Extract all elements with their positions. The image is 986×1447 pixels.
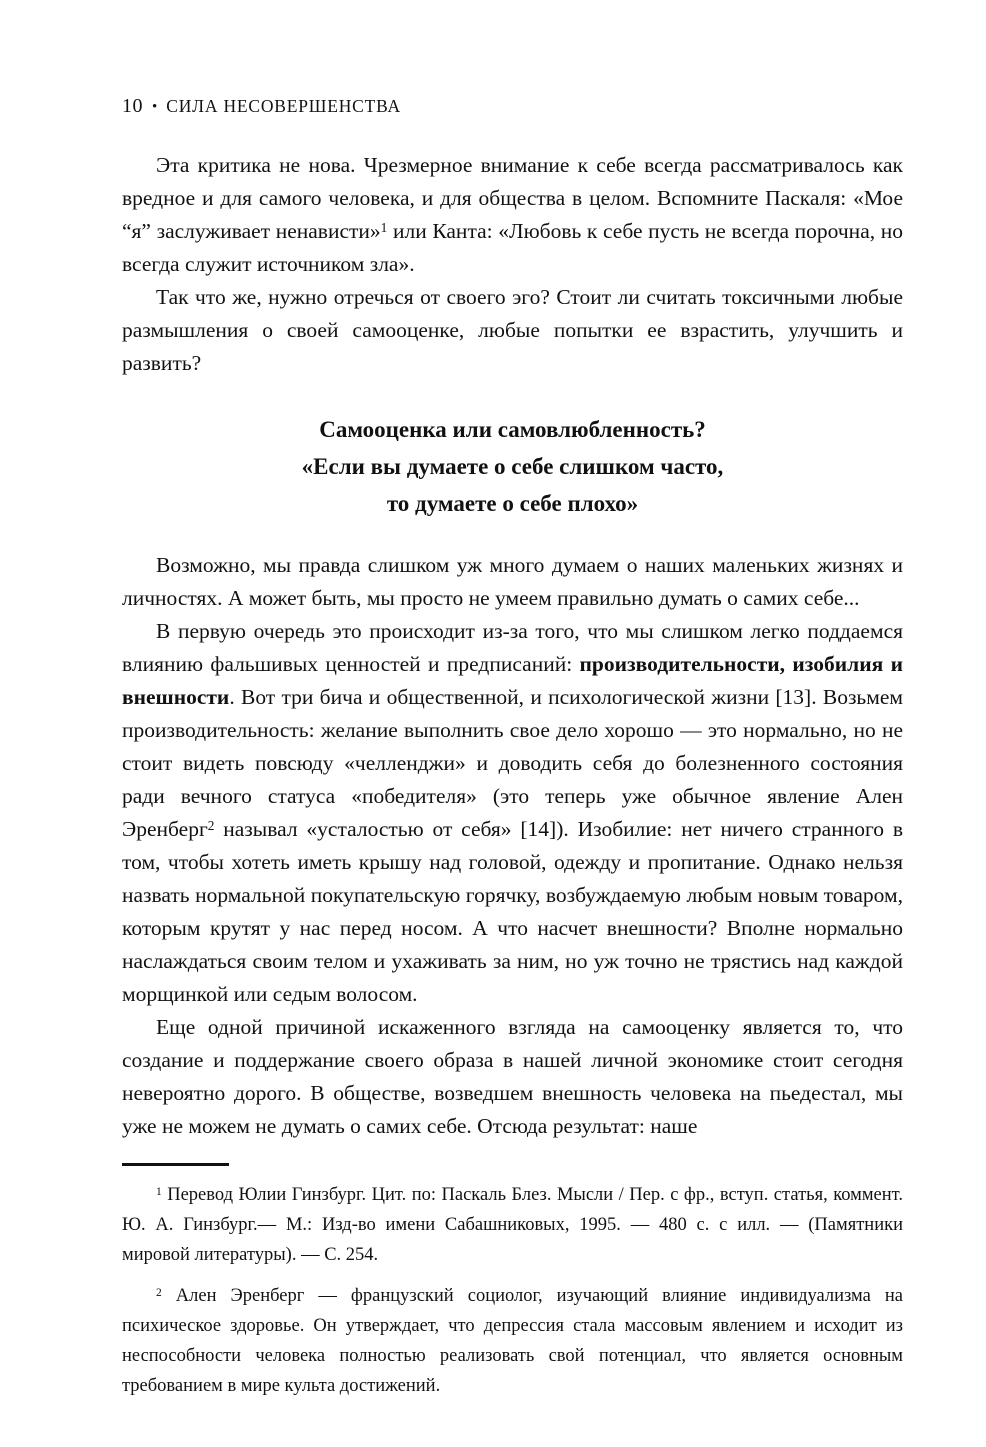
page-number: 10 [122, 95, 143, 117]
section-heading-line-3: то думаете о себе плохо» [386, 491, 639, 516]
paragraph-section-3: Еще одной причиной искаженного взгляда на самооценку является то, что создание и поддержание своего образа в нашей личной экономике стоит сегодня невероятно дорого. В обществе, возведшем внешность человека на пьедестал, мы уже не можем не думать о самих себе. Отсюда результат: наше [122, 1015, 903, 1138]
footnote-1: $^1$ Перевод Юлии Гинзбург. Цит. по: Паскаль Блез. Мысли / Пер. с фр., вступ. статья, коммент. Ю. А. Гинзбург.— М.: Изд-во имени Сабашниковых, 1995. — 480 с. с илл. — (Памятники мировой литературы). — С. 254. [122, 1185, 903, 1265]
paragraph-intro-1: Эта критика не нова. Чрезмерное внимание к себе всегда рассматривалось как вредное и для самого человека, и для общества в целом. Вспомните Паскаля: «Мое “я” заслуживает ненависти»$^1$ или Канта: «Любовь к себе пусть не всегда порочна, но всегда служит источником зла». [122, 153, 903, 276]
footnote-2: $^2$ Ален Эренберг — французский социолог, изучающий влияние индивидуализма на психическое здоровье. Он утверждает, что депрессия стала массовым явлением и исходит из неспособности человека полностью реализовать свой потенциал, что является основным требованием в мире культа достижений. [122, 1286, 903, 1396]
header-bullet-icon: • [152, 99, 158, 115]
running-header [122, 94, 903, 119]
paragraph-section-1: Возможно, мы правда слишком уж много думаем о наших маленьких жизнях и личностях. А может быть, мы просто не умеем правильно думать о самих себе... [122, 553, 903, 610]
section-heading-line-2: «Если вы думаете о себе слишком часто, [301, 454, 724, 479]
section-heading-line-1: Самооценка или самовлюбленность? [319, 417, 706, 442]
footnote-block [122, 1163, 903, 1401]
running-title: СИЛА НЕСОВЕРШЕНСТВА [166, 96, 401, 116]
section-heading [122, 411, 903, 522]
paragraph-section-2: В первую очередь это происходит из-за того, что мы слишком легко поддаемся влиянию фальшивых ценностей и предписаний: производительности, изобилия и внешности. Вот три бича и общественной, и психологической жизни [13]. Возьмем производительность: желание выполнить свое дело хорошо — это нормально, но не стоит видеть повсюду «челленджи» и доводить себя до болезненного состояния ради вечного статуса «победителя» (это теперь уже обычное явление Ален Эренберг$^2$ называл «усталостью от себя» [14]). Изобилие: нет ничего странного в том, чтобы хотеть иметь крышу над головой, одежду и пропитание. Однако нельзя назвать нормальной покупательскую горячку, возбуждаемую любым новым товаром, которым крутят у нас перед носом. А что насчет внешности? Вполне нормально наслаждаться своим телом и ухаживать за ним, но уж точно не трястись над каждой морщинкой или седым волосом. [122, 619, 903, 1006]
paragraph-intro-2: Так что же, нужно отречься от своего эго? Стоит ли считать токсичными любые размышления о своей самооценке, любые попытки ее взрастить, улучшить и развить? [122, 285, 903, 375]
footnote-divider [122, 1163, 229, 1166]
